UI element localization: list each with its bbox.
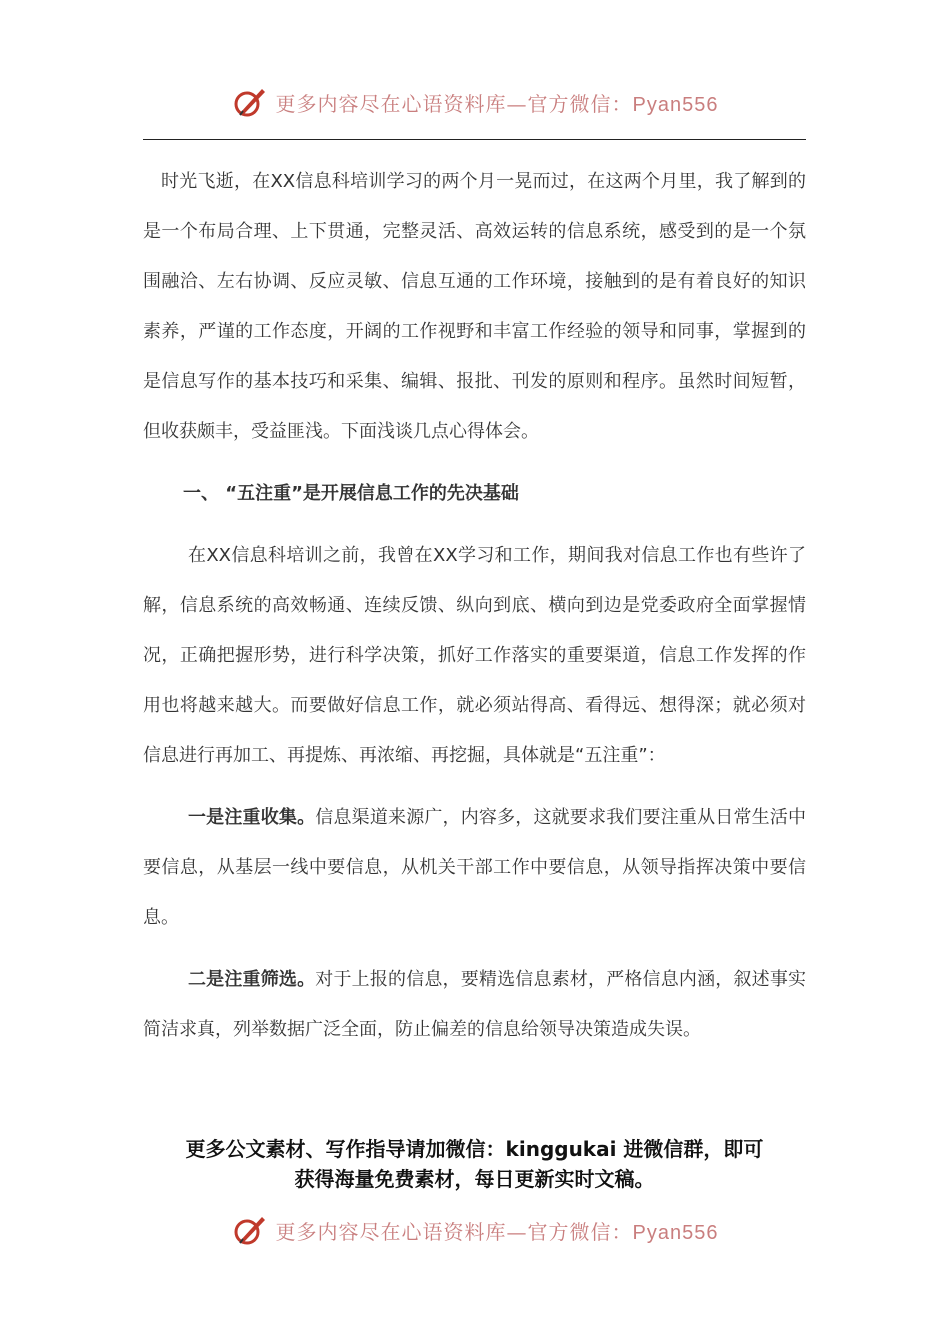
header-banner bbox=[0, 82, 950, 122]
footer-banner-main: 更多内容尽在心语资料库 bbox=[275, 1219, 507, 1244]
footer-banner-dash: — bbox=[506, 1219, 528, 1244]
promo-line-2: 获得海量免费素材，每日更新实时文稿。 bbox=[294, 1167, 655, 1191]
document-body bbox=[143, 157, 806, 1055]
point-one-paragraph bbox=[143, 793, 806, 943]
banner-dash: — bbox=[506, 91, 528, 116]
footer-banner-text bbox=[276, 1216, 719, 1245]
footer-banner-suffix: 官方微信： bbox=[527, 1219, 633, 1244]
quill-pen-icon bbox=[232, 1212, 268, 1248]
point-two-text: 对于上报的信息，要精选信息素材，严格信息内涵，叙述事实简洁求真，列举数据广泛全面，防止偏差的信息给领导决策造成失误。 bbox=[143, 969, 807, 1040]
banner-text bbox=[276, 88, 719, 117]
footer-banner-contact: Pyan556 bbox=[632, 1221, 719, 1244]
point-two-title: 二是注重筛选。 bbox=[188, 969, 316, 990]
intro-paragraph: 时光飞逝，在XX信息科培训学习的两个月一晃而过，在这两个月里，我了解到的是一个布局合理、上下贯通，完整灵活、高效运转的信息系统，感受到的是一个氛围融洽、左右协调、反应灵敏、信息互通的工作环境，接触到的是有着良好的知识素养，严谨的工作态度，开阔的工作视野和丰富工作经验的领导和同事，掌握到的是信息写作的基本技巧和采集、编辑、报批、刊发的原则和程序。虽然时间短暂，但收获颇丰，受益匪浅。下面浅谈几点心得体会。 bbox=[143, 171, 806, 442]
footer-banner bbox=[0, 1210, 950, 1250]
quill-pen-icon bbox=[232, 84, 268, 120]
section-paragraph: 在XX信息科培训之前，我曾在XX学习和工作，期间我对信息工作也有些许了解，信息系统的高效畅通、连续反馈、纵向到底、横向到边是党委政府全面掌握情况，正确把握形势，进行科学决策，抓好工作落实的重要渠道，信息工作发挥的作用也将越来越大。而要做好信息工作，就必须站得高、看得远、想得深；就必须对信息进行再加工、再提炼、再浓缩、再挖掘，具体就是“五注重”： bbox=[143, 545, 806, 766]
promo-block bbox=[143, 1134, 806, 1194]
banner-contact: Pyan556 bbox=[632, 93, 719, 116]
point-one-title: 一是注重收集。 bbox=[188, 807, 316, 828]
section-heading: 一、 “五注重”是开展信息工作的先决基础 bbox=[183, 483, 519, 504]
point-two-paragraph bbox=[143, 955, 806, 1055]
point-one-text: 信息渠道来源广，内容多，这就要求我们要注重从日常生活中要信息，从基层一线中要信息，从机关干部工作中要信息，从领导指挥决策中要信息。 bbox=[143, 807, 807, 928]
banner-suffix: 官方微信： bbox=[527, 91, 633, 116]
promo-line-1: 更多公文素材、写作指导请加微信：kinggukai 进微信群，即可 bbox=[185, 1137, 764, 1161]
banner-main: 更多内容尽在心语资料库 bbox=[275, 91, 507, 116]
header-divider bbox=[143, 139, 806, 140]
